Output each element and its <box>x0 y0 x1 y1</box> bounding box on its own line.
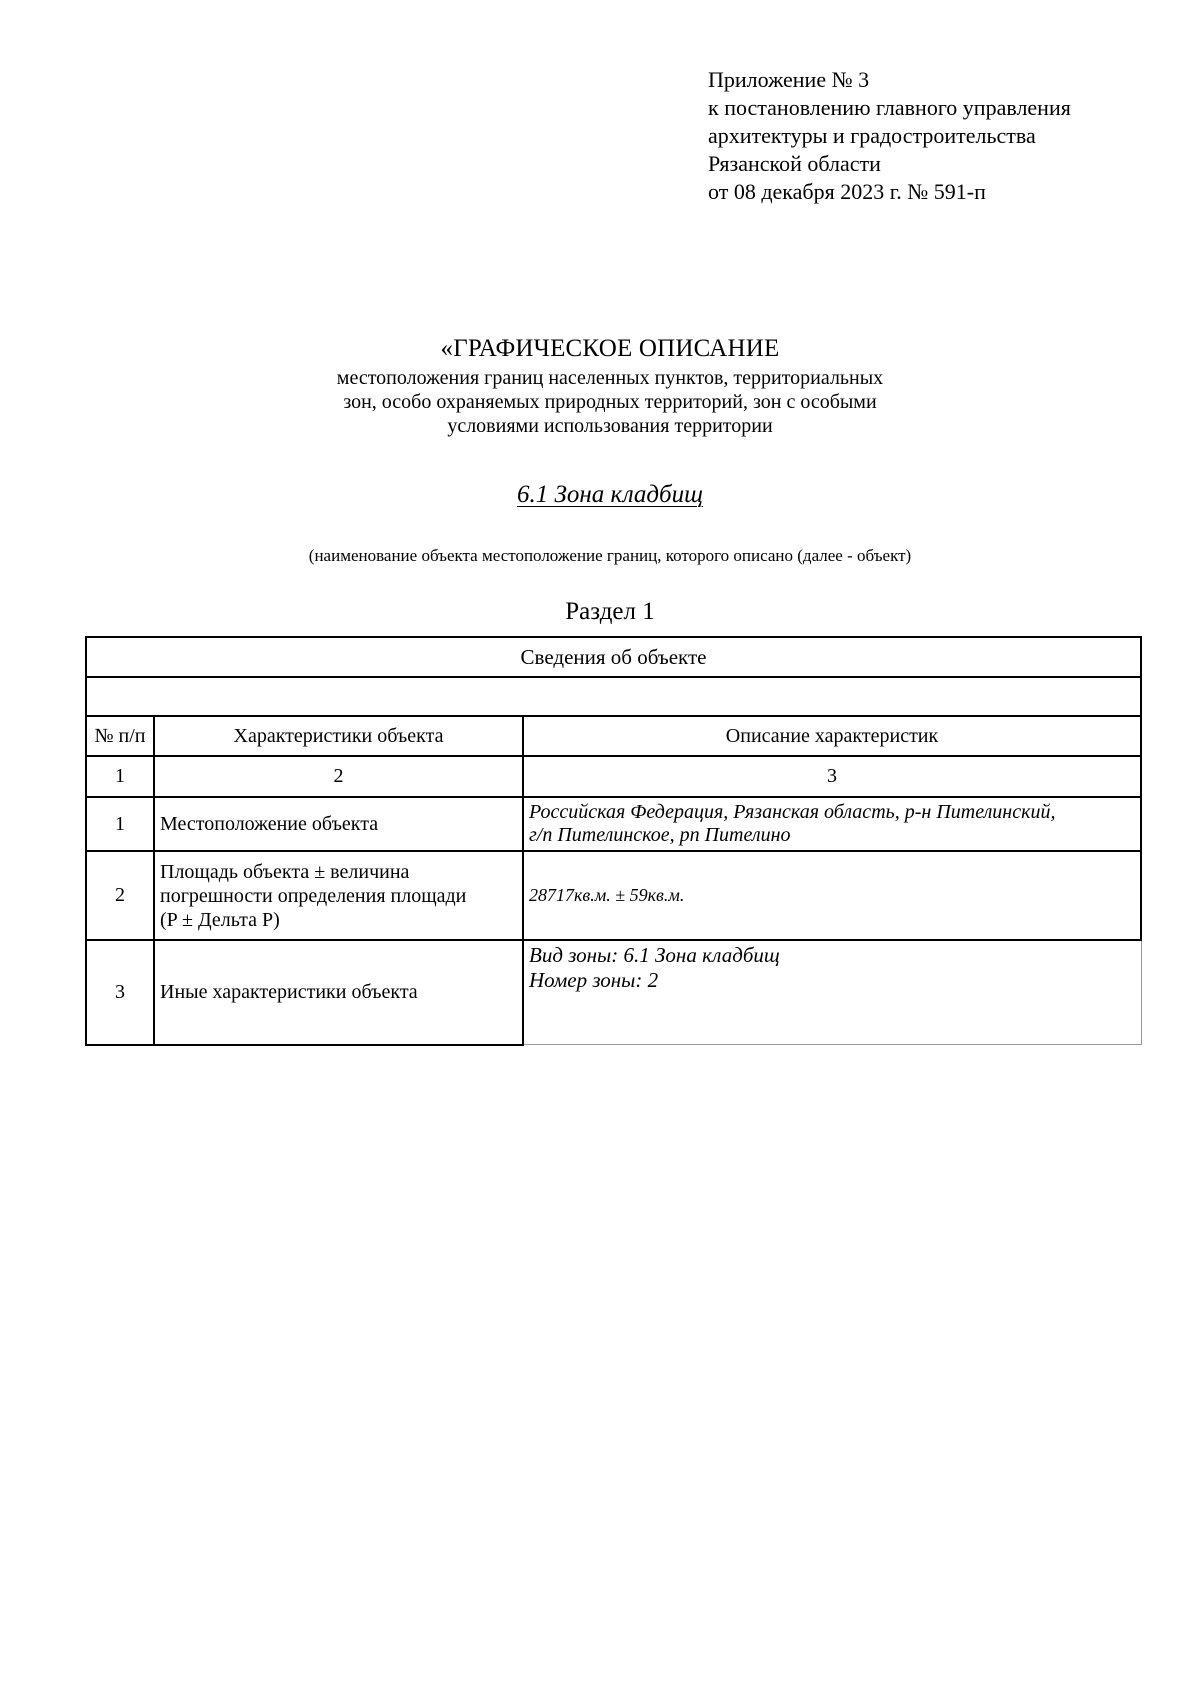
section-title: Раздел 1 <box>565 598 655 625</box>
document-title: «ГРАФИЧЕСКОЕ ОПИСАНИЕ <box>440 335 780 362</box>
appendix-line: Рязанской области <box>708 151 881 176</box>
description-line: 28717кв.м. ± 59кв.м. <box>529 885 685 905</box>
row-description <box>523 851 1141 940</box>
appendix-block <box>708 66 1071 206</box>
appendix-line: архитектуры и градостроительства <box>708 123 1036 148</box>
description-line: Номер зоны: 2 <box>529 968 659 992</box>
table-row <box>86 851 1141 940</box>
object-name-text: 6.1 Зона кладбищ <box>516 481 704 508</box>
document-title-block <box>0 334 1200 438</box>
object-info-table <box>85 636 1142 1046</box>
row-characteristic <box>154 940 523 1045</box>
row-characteristic <box>154 797 523 851</box>
characteristic-line: Площадь объекта ± величина <box>160 860 410 883</box>
row-description <box>523 940 1141 1045</box>
table-title: Сведения об объекте <box>86 637 1141 677</box>
header-number: № п/п <box>86 716 154 756</box>
header-description: Описание характеристик <box>523 716 1141 756</box>
subtitle-line: зон, особо охраняемых природных территорий, зон с особыми <box>343 391 877 413</box>
table-empty-cell <box>86 677 1141 716</box>
appendix-line: от 08 декабря 2023 г. № 591-п <box>708 179 986 204</box>
column-number: 3 <box>523 756 1141 797</box>
object-name-note: (наименование объекта местоположение границ, которого описано (далее - объект) <box>308 546 912 565</box>
table-row <box>86 797 1141 851</box>
table-empty-row <box>86 677 1141 716</box>
column-number: 2 <box>154 756 523 797</box>
document-subtitle <box>0 366 1200 438</box>
row-characteristic <box>154 851 523 940</box>
characteristic-line: (P ± Дельта P) <box>160 908 280 931</box>
header-characteristic: Характеристики объекта <box>154 716 523 756</box>
description-line: г/п Пителинское, рп Пителино <box>529 824 791 846</box>
table-row <box>86 940 1141 1045</box>
appendix-line: Приложение № 3 <box>708 67 870 92</box>
characteristic-line: погрешности определения площади <box>160 884 467 907</box>
description-line: Российская Федерация, Рязанская область, р-н Пителинский, <box>529 801 1056 823</box>
row-number: 2 <box>86 851 154 940</box>
characteristic-line: Местоположение объекта <box>160 813 379 835</box>
table-column-numbers-row <box>86 756 1141 797</box>
object-name-heading <box>0 480 1200 510</box>
subtitle-line: местоположения границ населенных пунктов, территориальных <box>336 367 884 389</box>
row-number: 1 <box>86 797 154 851</box>
table-header-row <box>86 716 1141 756</box>
subtitle-line: условиями использования территории <box>447 415 773 437</box>
description-line: Вид зоны: 6.1 Зона кладбищ <box>529 943 780 967</box>
table-title-row <box>86 637 1141 677</box>
column-number: 1 <box>86 756 154 797</box>
row-description <box>523 797 1141 851</box>
characteristic-line: Иные характеристики объекта <box>160 981 418 1004</box>
appendix-line: к постановлению главного управления <box>708 95 1071 120</box>
row-number: 3 <box>86 940 154 1045</box>
